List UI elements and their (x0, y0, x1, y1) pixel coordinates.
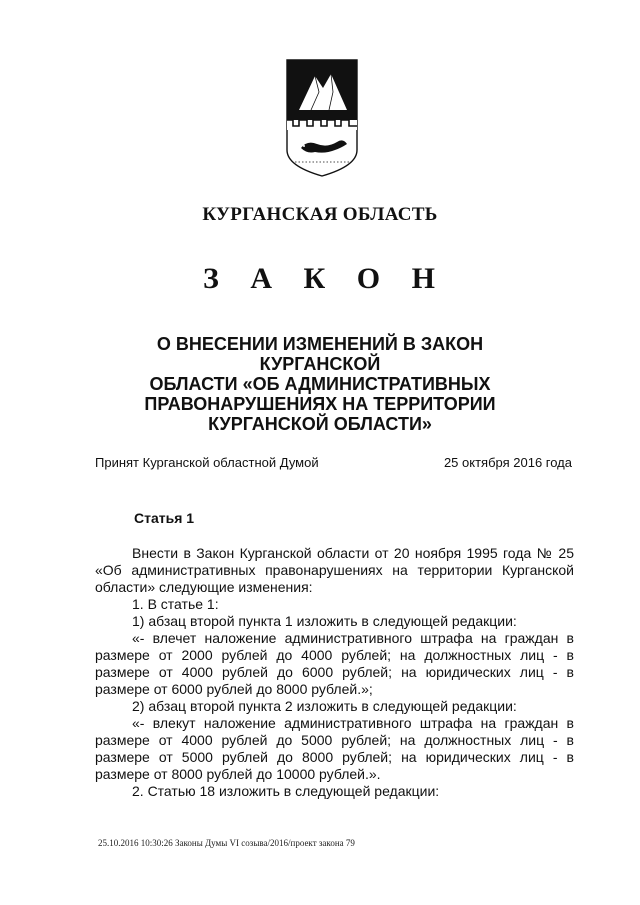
article-heading: Статья 1 (134, 510, 195, 526)
footer-stamp: 25.10.2016 10:30:26 Законы Думы VI созыва/2016/проект закона 79 (98, 838, 355, 848)
law-title (100, 334, 540, 434)
article-paragraph: 2. Статью 18 изложить в следующей редакции: (132, 783, 440, 799)
article-body (95, 545, 574, 800)
region-name: КУРГАНСКАЯ ОБЛАСТЬ (202, 204, 438, 225)
article-paragraph: 1) абзац второй пункта 1 изложить в следующей редакции: (132, 613, 517, 629)
law-title-line: О ВНЕСЕНИИ ИЗМЕНЕНИЙ В ЗАКОН КУРГАНСКОЙ (156, 334, 484, 374)
article-paragraph: «- влекут наложение административного штрафа на граждан в размере от 4000 рублей до 5000 рублей; на должностных лиц - в размере от 5000 рублей до 8000 рублей; на юридических лиц - в размере от 8000 рублей до 10000 рублей.». (95, 715, 574, 782)
law-title-line: ПРАВОНАРУШЕНИЯХ НА ТЕРРИТОРИИ (144, 394, 496, 414)
adopted-by: Принят Курганской областной Думой (95, 455, 319, 470)
article-paragraph: 2) абзац второй пункта 2 изложить в следующей редакции: (132, 698, 517, 714)
adoption-date: 25 октября 2016 года (443, 455, 572, 470)
article-paragraph: «- влечет наложение административного штрафа на граждан в размере от 2000 рублей до 4000 рублей; на должностных лиц - в размере от 4000 рублей до 6000 рублей; на юридических лиц - в размере от 6000 рублей до 8000 рублей.»; (95, 630, 574, 697)
article-paragraph: Внести в Закон Курганской области от 20 ноября 1995 года № 25 «Об административных правонарушениях на территории Курганской области» следующие изменения: (95, 545, 574, 595)
kurgan-coat-of-arms-icon (285, 58, 359, 178)
article-paragraph: 1. В статье 1: (132, 596, 219, 612)
law-title-line: КУРГАНСКОЙ ОБЛАСТИ» (208, 414, 432, 434)
document-type: З А К О Н (203, 262, 447, 295)
law-title-line: ОБЛАСТИ «ОБ АДМИНИСТРАТИВНЫХ (149, 374, 491, 394)
